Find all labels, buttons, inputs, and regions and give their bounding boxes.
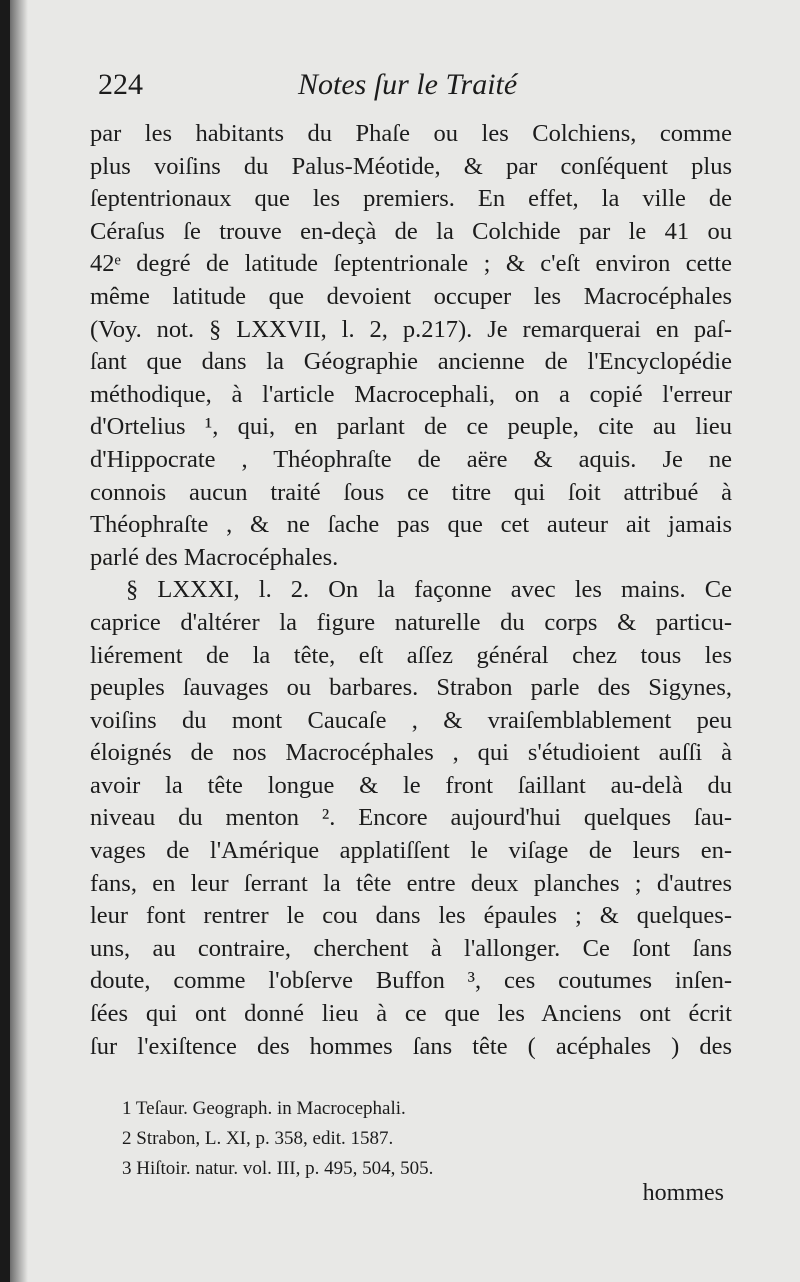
text-line: éloignés de nos Macrocéphales , qui s'étudioient auſſi à	[90, 739, 732, 767]
page-number: 224	[98, 68, 143, 101]
page-header	[98, 68, 738, 108]
text-line: ſeptentrionaux que les premiers. En effet, la ville de	[90, 185, 732, 213]
text-line: peuples ſauvages ou barbares. Strabon parle des Sigynes,	[90, 674, 732, 702]
text-line: doute, comme l'obſerve Buffon ³, ces coutumes inſen-	[90, 967, 732, 995]
text-line: leur font rentrer le cou dans les épaules ; & quelques-	[90, 902, 732, 930]
text-line: voiſins du mont Caucaſe , & vraiſemblablement peu	[90, 706, 732, 734]
book-page	[10, 0, 800, 1282]
footnote: 2 Strabon, L. XI, p. 358, edit. 1587.	[122, 1128, 394, 1149]
text-line: vages de l'Amérique applatiſſent le viſage de leurs en-	[90, 837, 732, 865]
text-line: liérement de la tête, eſt aſſez général chez tous les	[90, 641, 732, 669]
text-line: par les habitants du Phaſe ou les Colchiens, comme	[90, 120, 732, 147]
footnote: 3 Hiſtoir. natur. vol. III, p. 495, 504, 505.	[122, 1158, 434, 1179]
text-line: parlé des Macrocéphales.	[90, 543, 339, 571]
body-text	[90, 118, 732, 1063]
text-line: Céraſus ſe trouve en-deçà de la Colchide par le 41 ou	[90, 217, 732, 245]
text-line: niveau du menton ². Encore aujourd'hui quelques ſau-	[90, 804, 732, 832]
catchword: hommes	[642, 1180, 724, 1206]
text-line: ſant que dans la Géographie ancienne de l'Encyclopédie	[90, 348, 732, 376]
text-line: fans, en leur ſerrant la tête entre deux planches ; d'autres	[90, 869, 732, 897]
text-line: d'Ortelius ¹, qui, en parlant de ce peuple, cite au lieu	[90, 413, 732, 441]
text-line: connois aucun traité ſous ce titre qui ſoit attribué à	[90, 478, 732, 506]
footnotes	[122, 1094, 742, 1184]
text-line: ſées qui ont donné lieu à ce que les Anciens ont écrit	[90, 1000, 732, 1028]
text-line: avoir la tête longue & le front ſaillant au-delà du	[90, 771, 732, 799]
text-line: plus voiſins du Palus-Méotide, & par conſéquent plus	[90, 152, 732, 180]
text-line: § LXXXI, l. 2. On la façonne avec les mains. Ce	[126, 576, 732, 604]
text-line: même latitude que devoient occuper les Macrocéphales	[90, 282, 732, 310]
spine-shadow	[10, 0, 28, 1282]
text-line: méthodique, à l'article Macrocephali, on a copié l'erreur	[90, 380, 732, 408]
text-line: ſur l'exiſtence des hommes ſans tête ( acéphales ) des	[90, 1032, 732, 1060]
text-line: 42ᵉ degré de latitude ſeptentrionale ; & c'eſt environ cette	[90, 250, 732, 278]
text-line: caprice d'altérer la figure naturelle du corps & particu-	[90, 608, 732, 636]
footnote: 1 Teſaur. Geograph. in Macrocephali.	[122, 1098, 406, 1119]
text-line: d'Hippocrate , Théophraſte de aëre & aquis. Je ne	[90, 445, 732, 473]
text-line: (Voy. not. § LXXVII, l. 2, p.217). Je remarquerai en paſ-	[90, 315, 732, 343]
running-title: Notes ſur le Traité	[298, 68, 518, 101]
text-line: Théophraſte , & ne ſache pas que cet auteur ait jamais	[90, 511, 732, 539]
text-line: uns, au contraire, cherchent à l'allonger. Ce ſont ſans	[90, 934, 732, 962]
